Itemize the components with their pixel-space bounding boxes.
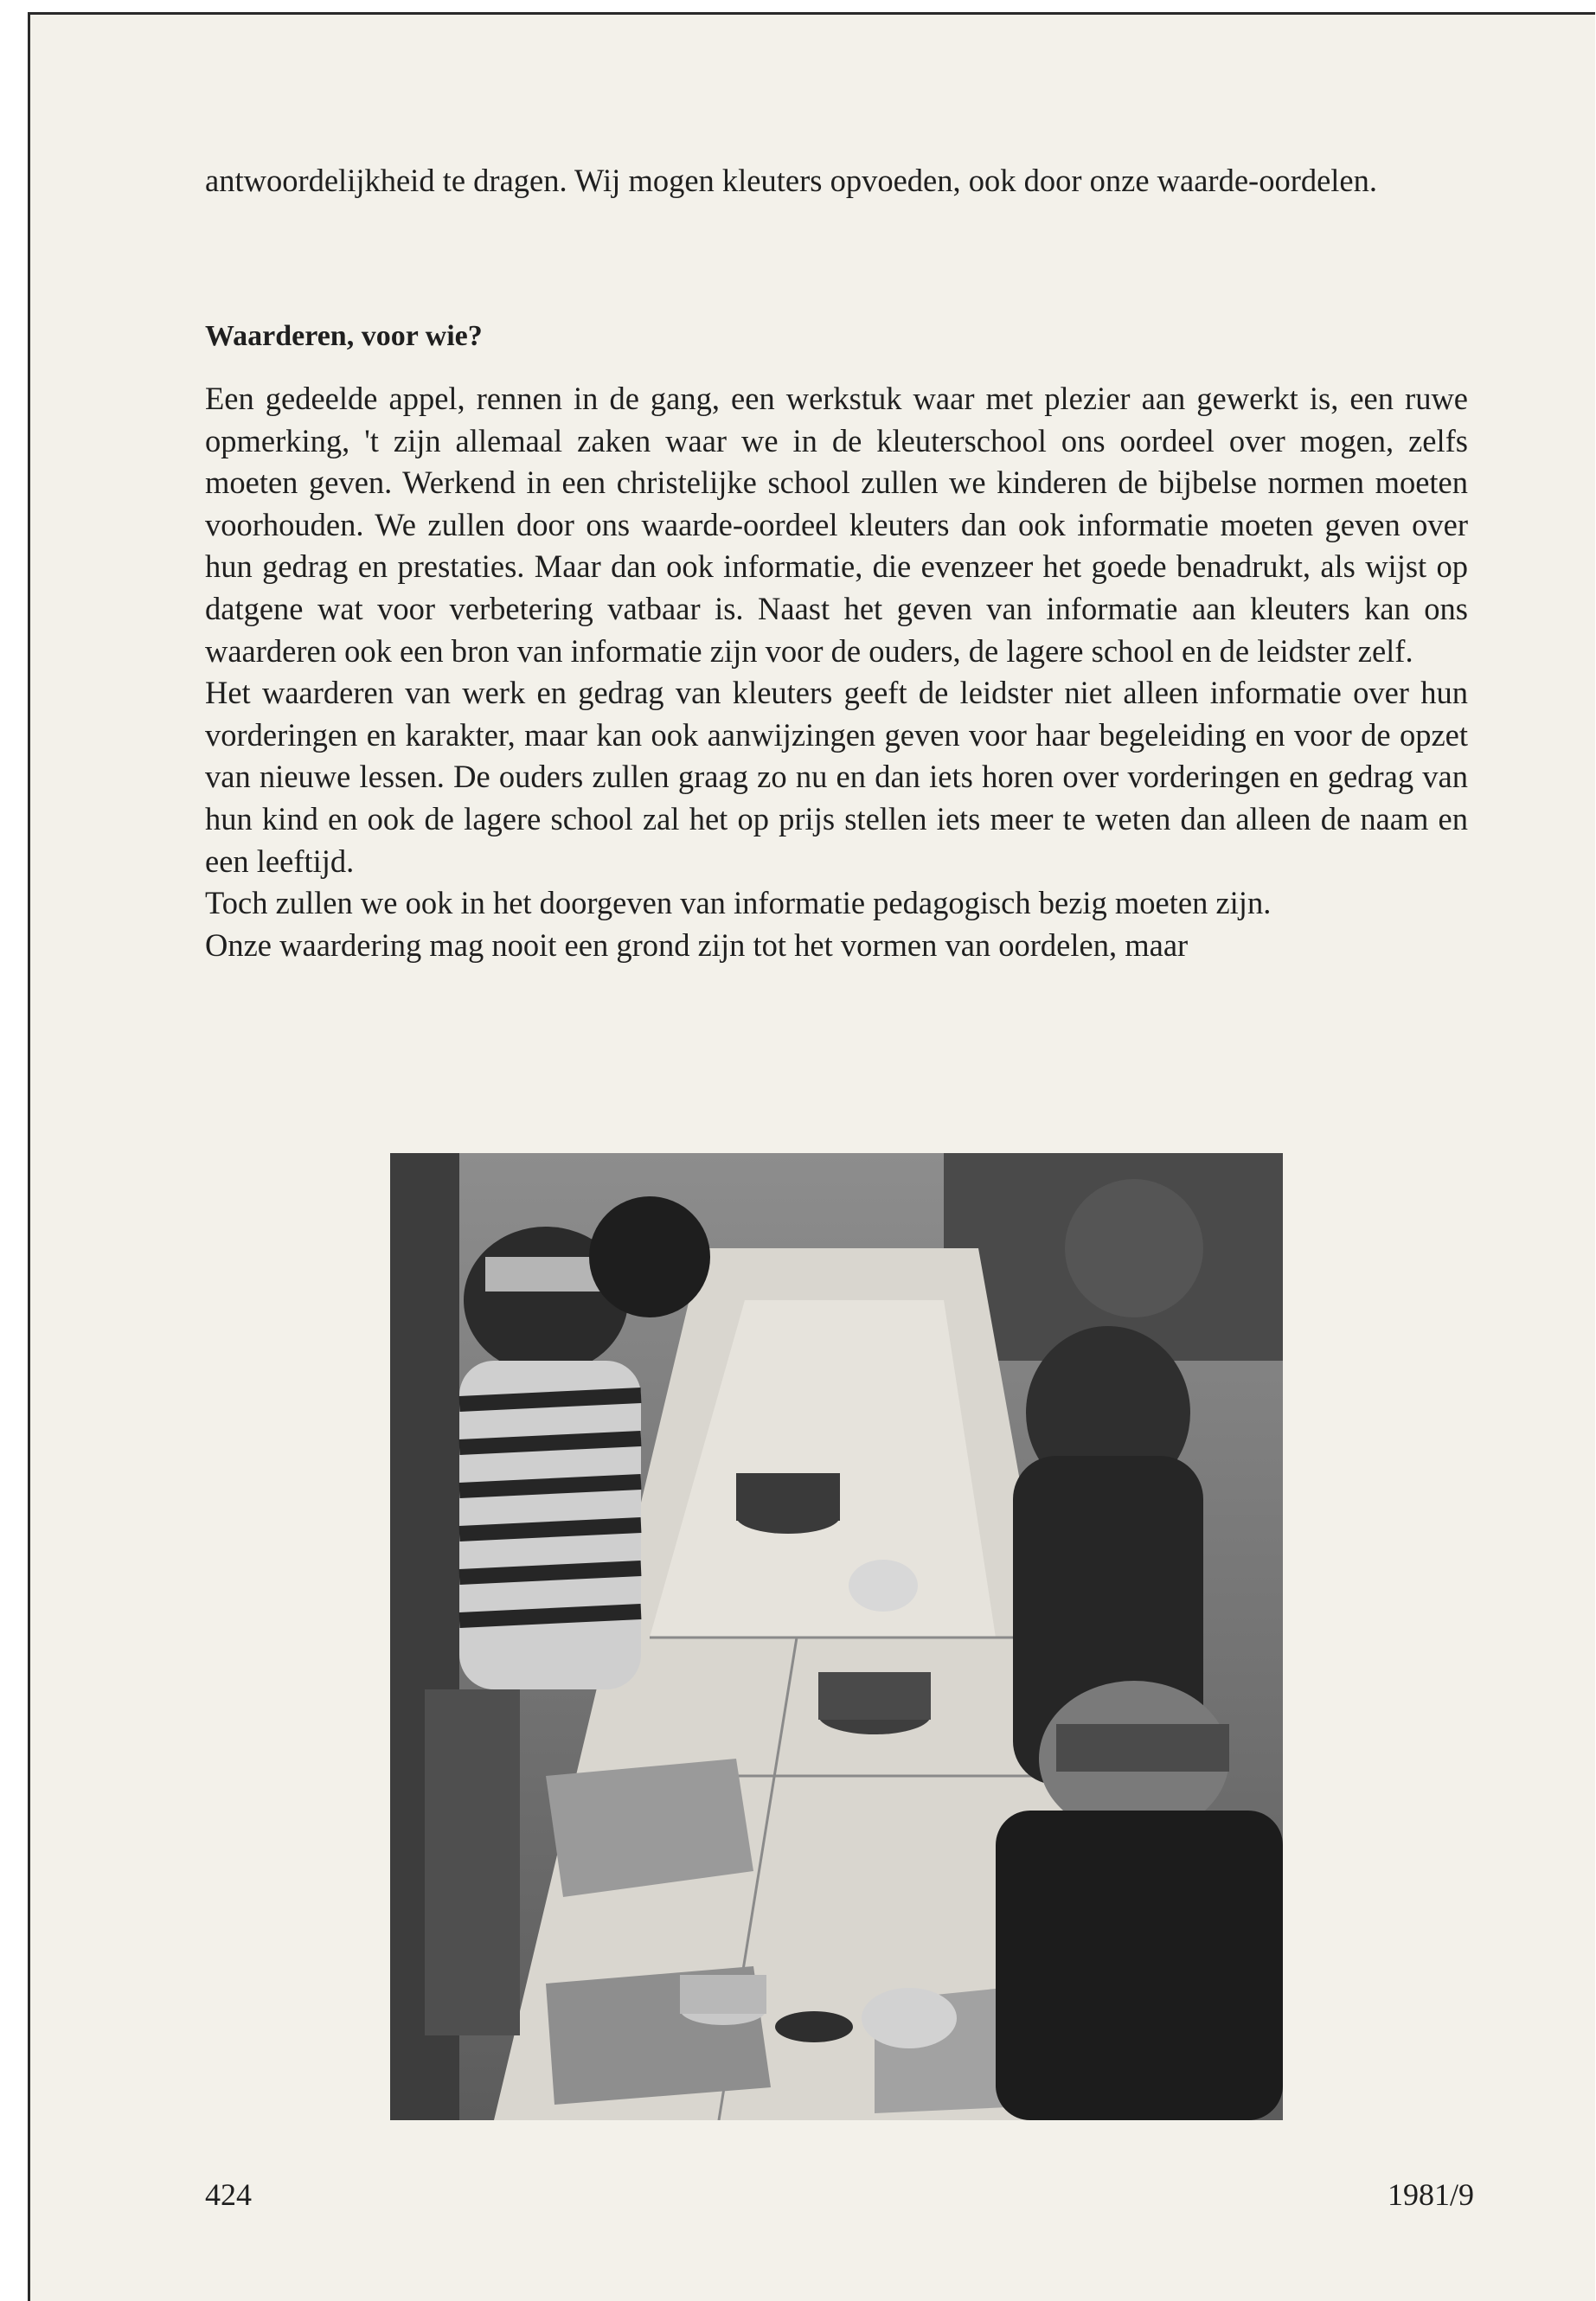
document-page (28, 12, 1595, 2301)
paragraph-2: Het waarderen van werk en gedrag van kleuters geeft de leidster niet alleen informatie over hun vorderingen en karakter, maar kan ook aanwijzingen geven voor haar begeleiding en voor de opzet van nieuwe lessen. De ouders zullen graag zo nu en dan iets horen over vorderingen en gedrag van hun kind en ook de lagere school zal het op prijs stellen iets meer te weten dan alleen de naam en een leeftijd. (205, 675, 1468, 879)
body-text (205, 378, 1468, 966)
paragraph-1: Een gedeelde appel, rennen in de gang, een werkstuk waar met plezier aan gewerkt is, een ruwe opmerking, 't zijn allemaal zaken waar we in de kleuterschool ons oordeel over mogen, zelfs moeten geven. Werkend in een christelijke school zullen we kinderen de bijbelse normen moeten voorhouden. We zullen door ons waarde-oordeel kleuters dan ook informatie moeten geven over hun gedrag en prestaties. Maar dan ook informatie, die evenzeer het goede benadrukt, als wijst op datgene wat voor verbetering vatbaar is. Naast het geven van informatie aan kleuters kan ons waarderen ook een bron van informatie zijn voor de ouders, de lagere school en de leidster zelf. (205, 381, 1468, 669)
intro-paragraph (205, 160, 1468, 202)
classroom-photo (390, 1153, 1283, 2120)
section-heading: Waarderen, voor wie? (205, 320, 483, 352)
photo-illustration (390, 1153, 1283, 2120)
paragraph-3: Toch zullen we ook in het doorgeven van informatie pedagogisch bezig moeten zijn. (205, 885, 1272, 921)
paragraph-4: Onze waardering mag nooit een grond zijn tot het vormen van oordelen, maar (205, 926, 1189, 963)
intro-text: antwoordelijkheid te dragen. Wij mogen kleuters opvoeden, ook door onze waarde-oordelen. (205, 163, 1378, 198)
page-number: 424 (205, 2177, 252, 2212)
issue-number: 1981/9 (1387, 2177, 1474, 2212)
